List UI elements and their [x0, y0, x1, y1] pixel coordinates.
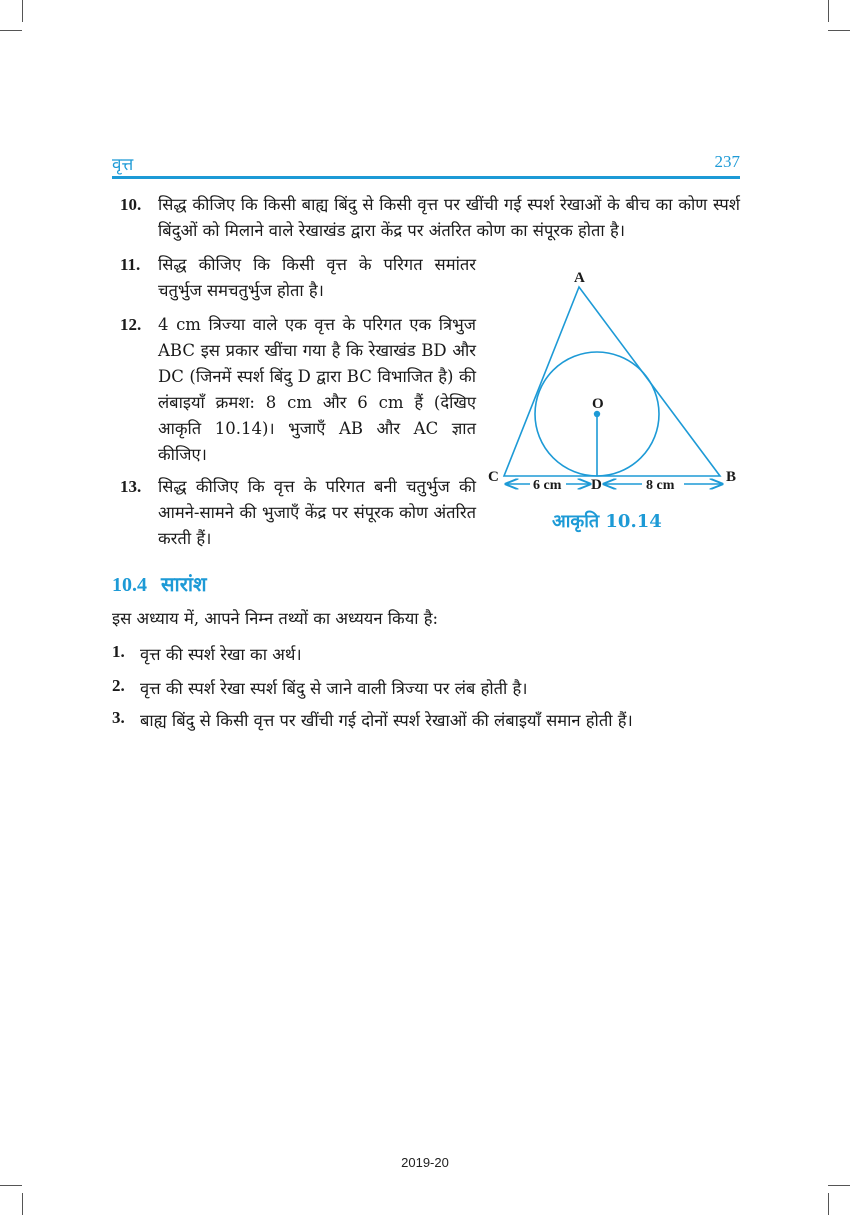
- label-o: O: [592, 396, 604, 412]
- exercise-number: 13.: [120, 477, 142, 496]
- point-number: 3.: [112, 708, 125, 727]
- point-number: 1.: [112, 642, 125, 661]
- exercise-text: सिद्ध कीजिए कि किसी बाह्य बिंदु से किसी वृत्त पर खींची गई स्पर्श रेखाओं के बीच का कोण स्पर्श बिंदुओं को मिलाने वाले रेखाखंड द्वारा केंद्र पर अंतरित कोण का संपूरक होता है।: [158, 195, 740, 240]
- section-title: सारांश: [161, 572, 207, 596]
- crop-mark-bottom-left-h: [0, 1185, 22, 1186]
- point-number: 2.: [112, 676, 125, 695]
- figure-10-14: [482, 262, 752, 542]
- crop-mark-top-left-v: [22, 0, 23, 22]
- figure-caption: आकृति 10.14: [552, 511, 662, 532]
- point-text: वृत्त की स्पर्श रेखा स्पर्श बिंदु से जाने वाली त्रिज्या पर लंब होती है।: [140, 679, 528, 698]
- exercise-12: [120, 312, 476, 468]
- exercise-text: 4 cm त्रिज्या वाले एक वृत्त के परिगत एक त्रिभुज ABC इस प्रकार खींचा गया है कि रेखाखंड BD और DC (जिनमें स्पर्श बिंदु D द्वारा BC विभाजित है) की लंबाइयाँ क्रमश: 8 cm और 6 cm हैं (देखिए आकृति 10.14)। भुजाएँ AB और AC ज्ञात कीजिए।: [158, 315, 476, 464]
- page-number: 237: [714, 152, 740, 171]
- crop-mark-bottom-right-h: [828, 1185, 850, 1186]
- section-heading: [112, 570, 207, 597]
- label-a: A: [574, 270, 585, 286]
- chapter-title: वृत्त: [112, 155, 134, 175]
- footer-year: 2019-20: [401, 1155, 449, 1170]
- exercise-text: सिद्ध कीजिए कि वृत्त के परिगत बनी चतुर्भुज की आमने-सामने की भुजाएँ केंद्र पर संपूरक कोण अंतरित करती हैं।: [158, 477, 476, 548]
- exercise-number: 10.: [120, 195, 142, 214]
- exercise-11: [120, 252, 476, 308]
- label-c: C: [488, 469, 499, 485]
- exercise-13: [120, 474, 476, 556]
- summary-intro: इस अध्याय में, आपने निम्न तथ्यों का अध्ययन किया है:: [112, 609, 439, 628]
- crop-mark-top-right-v: [828, 0, 829, 22]
- point-text: वृत्त की स्पर्श रेखा का अर्थ।: [140, 645, 302, 664]
- label-d: D: [591, 477, 602, 493]
- header-rule: [112, 176, 740, 179]
- crop-mark-top-right-h: [828, 30, 850, 31]
- point-text: बाह्य बिंदु से किसी वृत्त पर खींची गई दोनों स्पर्श रेखाओं की लंबाइयाँ समान होती हैं।: [140, 711, 633, 730]
- triangle-abc: [504, 287, 720, 476]
- exercise-10: [120, 192, 740, 248]
- crop-mark-bottom-right-v: [828, 1193, 829, 1215]
- crop-mark-bottom-left-v: [22, 1193, 23, 1215]
- label-db-length: 8 cm: [646, 478, 675, 493]
- label-cd-length: 6 cm: [533, 478, 562, 493]
- exercise-number: 11.: [120, 255, 141, 274]
- label-b: B: [726, 469, 737, 485]
- section-number: 10.4: [112, 574, 147, 596]
- crop-mark-top-left-h: [0, 30, 22, 31]
- exercise-number: 12.: [120, 315, 142, 334]
- exercise-text: सिद्ध कीजिए कि किसी वृत्त के परिगत समांतर चतुर्भुज समचतुर्भुज होता है।: [158, 255, 476, 300]
